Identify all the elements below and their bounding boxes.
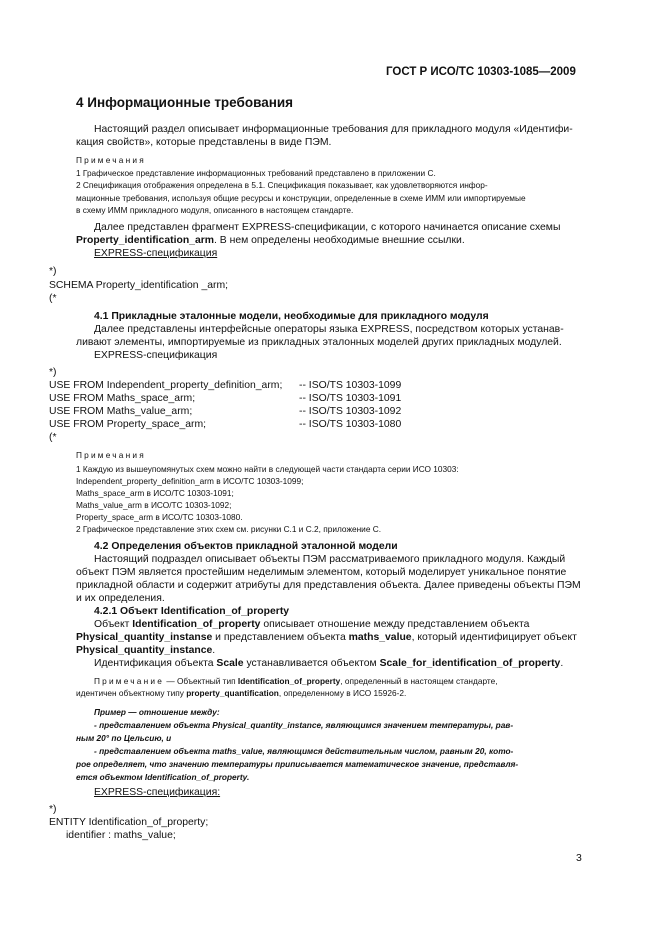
note-text: 2 Графическое представление этих схем см. рисунки С.1 и С.2, приложение С. <box>76 524 382 534</box>
text-run: идентичен объектному типу <box>76 688 187 698</box>
text-run: Объект <box>94 619 133 630</box>
code-line: *) <box>49 367 57 378</box>
paragraph: прикладной области и содержит атрибуты для представления объекта. Далее приведены объекты ПЭМ <box>76 580 581 591</box>
section-4-2-title: 4.2 Определения объектов прикладной эталонной модели <box>94 541 398 552</box>
entity-name: maths_value <box>348 632 412 643</box>
entity-name: Property_identification_arm <box>76 235 215 246</box>
note-text: Property_space_arm в ИСО/ТС 10303-1080. <box>76 512 243 522</box>
entity-name: Scale_for_identification_of_property <box>379 658 561 669</box>
section-4-2-1-title: 4.2.1 Объект Identification_of_property <box>94 606 290 617</box>
express-spec-label: EXPRESS-спецификация <box>94 248 218 259</box>
example-text: ным 20° по Цельсию, и <box>76 733 172 743</box>
note-text: 2 Спецификация отображения определена в 5.1. Спецификация показывает, как удовлетворяются инфор- <box>76 180 488 190</box>
code-line: USE FROM Property_space_arm; <box>49 419 207 430</box>
text-run: . <box>212 645 216 656</box>
text-run: устанавливается объектом <box>243 658 380 669</box>
entity-name: Physical_quantity_instance <box>76 645 213 656</box>
code-line: SCHEMA Property_identification _arm; <box>49 280 229 291</box>
note-text: Maths_space_arm в ИСО/ТС 10303-1091; <box>76 488 234 498</box>
paragraph: кация свойств», которые представлены в виде ПЭМ. <box>76 137 332 148</box>
paragraph <box>76 645 215 656</box>
example-text: ется объектом Identification_of_property. <box>76 772 250 782</box>
paragraph <box>76 235 465 246</box>
note-text <box>94 676 498 686</box>
text-run: — Объектный тип <box>164 676 238 686</box>
code-line: USE FROM Maths_space_arm; <box>49 393 196 404</box>
paragraph: Настоящий подраздел описывает объекты ПЭМ рассматриваемого прикладного модуля. Каждый <box>94 554 566 565</box>
example-text: - представлением объекта maths_value, являющимся действительным числом, равным 20, кото- <box>94 746 514 756</box>
note-text: 1 Каждую из вышеупомянутых схем можно найти в следующей части стандарта серии ИСО 10303: <box>76 464 459 474</box>
paragraph: и их определения. <box>76 593 165 604</box>
paragraph: ливают элементы, импортируемые из прикладных эталонных моделей других прикладных модулей. <box>76 337 562 348</box>
entity-name: Physical_quantity_instanse <box>76 632 213 643</box>
code-ref: -- ISO/TS 10303-1099 <box>299 380 402 391</box>
example-text: рое определяет, что значению температуры приписывается математическое значение, представля- <box>76 759 519 769</box>
paragraph <box>94 619 529 630</box>
code-line: *) <box>49 266 57 277</box>
text-run: описывает отношение между представлением объекта <box>260 619 530 630</box>
code-ref: -- ISO/TS 10303-1091 <box>299 393 402 404</box>
entity-name: Identification_of_property <box>237 676 341 686</box>
section-4-title: 4 Информационные требования <box>76 95 294 110</box>
code-ref: -- ISO/TS 10303-1080 <box>299 419 402 430</box>
paragraph: Далее представлены интерфейсные операторы языка EXPRESS, посредством которых устанав- <box>94 324 564 335</box>
section-4-1-title: 4.1 Прикладные эталонные модели, необходимые для прикладного модуля <box>94 311 489 322</box>
express-spec-label: EXPRESS-спецификация: <box>94 787 221 798</box>
code-ref: -- ISO/TS 10303-1092 <box>299 406 402 417</box>
example-text: Пример — отношение между: <box>94 707 220 717</box>
code-line: USE FROM Maths_value_arm; <box>49 406 193 417</box>
paragraph <box>76 632 577 643</box>
note-text: Independent_property_definition_arm в ИСО/ТС 10303-1099; <box>76 476 304 486</box>
note-label: Примечания <box>76 450 146 460</box>
note-text: в схему ИММ прикладного модуля, описанного в настоящем стандарте. <box>76 205 354 215</box>
code-line: identifier : maths_value; <box>66 830 176 841</box>
note-text <box>76 688 406 698</box>
paragraph: объект ПЭМ является простейшим неделимым элементом, который моделирует уникальное понятие <box>76 567 567 578</box>
code-line: ENTITY Identification_of_property; <box>49 817 209 828</box>
note-label: Примечание <box>94 676 165 686</box>
text-run: , определенный в настоящем стандарте, <box>340 676 498 686</box>
code-line: *) <box>49 804 57 815</box>
document-id: ГОСТ Р ИСО/ТС 10303-1085—2009 <box>386 66 576 78</box>
text-run: , определенному в ИСО 15926-2. <box>278 688 407 698</box>
express-spec-label: EXPRESS-спецификация <box>94 350 218 361</box>
note-text: Maths_value_arm в ИСО/ТС 10303-1092; <box>76 500 232 510</box>
page-number: 3 <box>576 852 582 864</box>
paragraph <box>94 658 563 669</box>
text-run: Идентификация объекта <box>94 658 217 669</box>
example-text: - представлением объекта Physical_quantity_instance, являющимся значением температуры, рав- <box>94 720 514 730</box>
entity-name: Scale <box>216 658 244 669</box>
text-run: . В нем определены необходимые внешние ссылки. <box>214 235 465 246</box>
entity-name: Identification_of_property <box>132 619 261 630</box>
text-run: . <box>560 658 564 669</box>
paragraph: Настоящий раздел описывает информационные требования для прикладного модуля «Идентифи- <box>94 124 573 135</box>
text-run: , который идентифицирует объект <box>411 632 577 643</box>
code-line: (* <box>49 293 57 304</box>
code-line: USE FROM Independent_property_definition_arm; <box>49 380 283 391</box>
note-text: 1 Графическое представление информационных требований представлено в приложении С. <box>76 168 436 178</box>
paragraph: Далее представлен фрагмент EXPRESS-спецификации, с которого начинается описание схемы <box>94 222 561 233</box>
code-line: (* <box>49 432 57 443</box>
note-text: мационные требования, используя общие ресурсы и конструкции, определенные в схеме ИММ или импортируемые <box>76 193 526 203</box>
text-run: и представлением объекта <box>212 632 349 643</box>
note-label: Примечания <box>76 155 146 165</box>
entity-name: property_quantification <box>186 688 279 698</box>
